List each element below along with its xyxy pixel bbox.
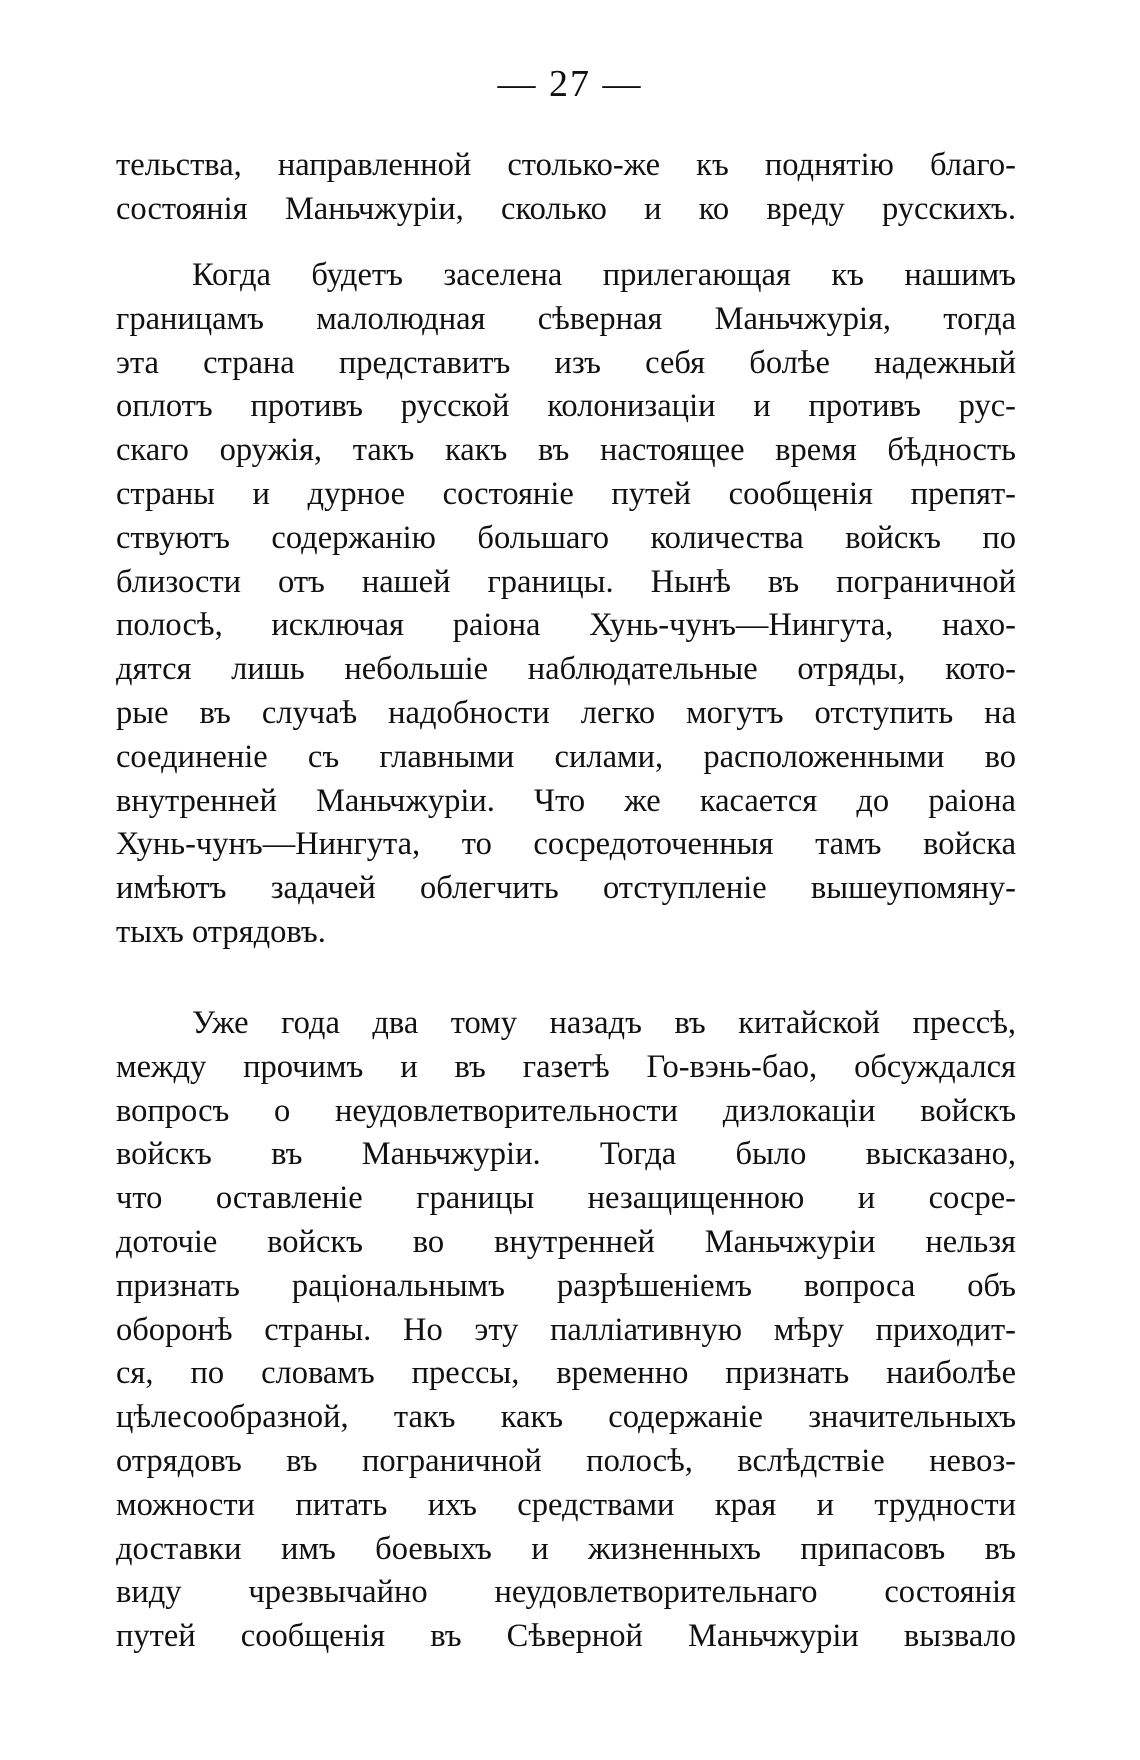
text-line: тыхъ отрядовъ. xyxy=(116,913,326,950)
text-line: скаго оружія, такъ какъ въ настоящее время бѣдность xyxy=(116,432,1016,469)
text-line: состоянія Маньчжуріи, сколько и ко вреду русскихъ. xyxy=(116,190,1016,227)
text-line: страны и дурное состояніе путей сообщенія препят- xyxy=(116,475,1016,512)
text-line: границамъ малолюдная сѣверная Маньчжурія, тогда xyxy=(116,300,1016,337)
text-line: дятся лишь небольшіе наблюдательные отряды, кото- xyxy=(116,651,1016,688)
text-line: Когда будетъ заселена прилегающая къ нашимъ xyxy=(192,257,1016,293)
text-line: вопросъ о неудовлетворительности дизлокаціи войскъ xyxy=(116,1092,1016,1129)
text-line: ся, по словамъ прессы, временно признать наиболѣе xyxy=(116,1355,1016,1392)
text-line: отрядовъ въ пограничной полосѣ, вслѣдствіе невоз- xyxy=(116,1442,1016,1479)
text-line: можности питать ихъ средствами края и трудности xyxy=(116,1486,1016,1523)
text-line: доставки имъ боевыхъ и жизненныхъ припасовъ въ xyxy=(116,1530,1016,1567)
text-line: войскъ въ Маньчжуріи. Тогда было высказано, xyxy=(116,1136,1016,1173)
text-line: Хунь-чунъ—Нингута, то сосредоточенныя тамъ войска xyxy=(116,826,1016,863)
text-line: имѣютъ задачей облегчить отступленіе вышеупомяну- xyxy=(116,870,1016,907)
text-line: тельства, направленной столько-же къ поднятію благо- xyxy=(116,147,1016,183)
text-line: оплотъ противъ русской колонизаціи и противъ рус- xyxy=(116,388,1016,425)
text-line: эта страна представитъ изъ себя болѣе надежный xyxy=(116,344,1016,381)
text-line: что оставленіе границы незащищенною и сосре- xyxy=(116,1180,1016,1217)
text-line: путей сообщенія въ Сѣверной Маньчжуріи вызвало xyxy=(116,1618,1016,1655)
paragraph-3 xyxy=(116,1002,1016,1659)
text-line: близости отъ нашей границы. Нынѣ въ пограничной xyxy=(116,563,1016,600)
page-number: — 27 — xyxy=(497,63,643,105)
paragraph-2 xyxy=(116,254,1016,955)
text-line: оборонѣ страны. Но эту палліативную мѣру приходит- xyxy=(116,1311,1016,1348)
text-line: полосѣ, исключая раіона Хунь-чунъ—Нингута, нахо- xyxy=(116,607,1016,644)
text-line: цѣлесообразной, такъ какъ содержаніе значительныхъ xyxy=(116,1399,1016,1436)
text-line: соединеніе съ главными силами, расположенными во xyxy=(116,738,1016,775)
text-line: ствуютъ содержанію большаго количества войскъ по xyxy=(116,519,1016,556)
text-line: рые въ случаѣ надобности легко могутъ отступить на xyxy=(116,694,1016,731)
text-line: между прочимъ и въ газетѣ Го-вэнь-бао, обсуждался xyxy=(116,1048,1016,1085)
text-line: доточіе войскъ во внутренней Маньчжуріи нельзя xyxy=(116,1223,1016,1260)
text-line: признать раціональнымъ разрѣшеніемъ вопроса объ xyxy=(116,1267,1016,1304)
text-line: виду чрезвычайно неудовлетворительнаго состоянія xyxy=(116,1574,1016,1611)
paragraph-1 xyxy=(116,144,1016,232)
text-line: внутренней Маньчжуріи. Что же касается до раіона xyxy=(116,782,1016,819)
text-line: Уже года два тому назадъ въ китайской прессѣ, xyxy=(192,1005,1016,1041)
